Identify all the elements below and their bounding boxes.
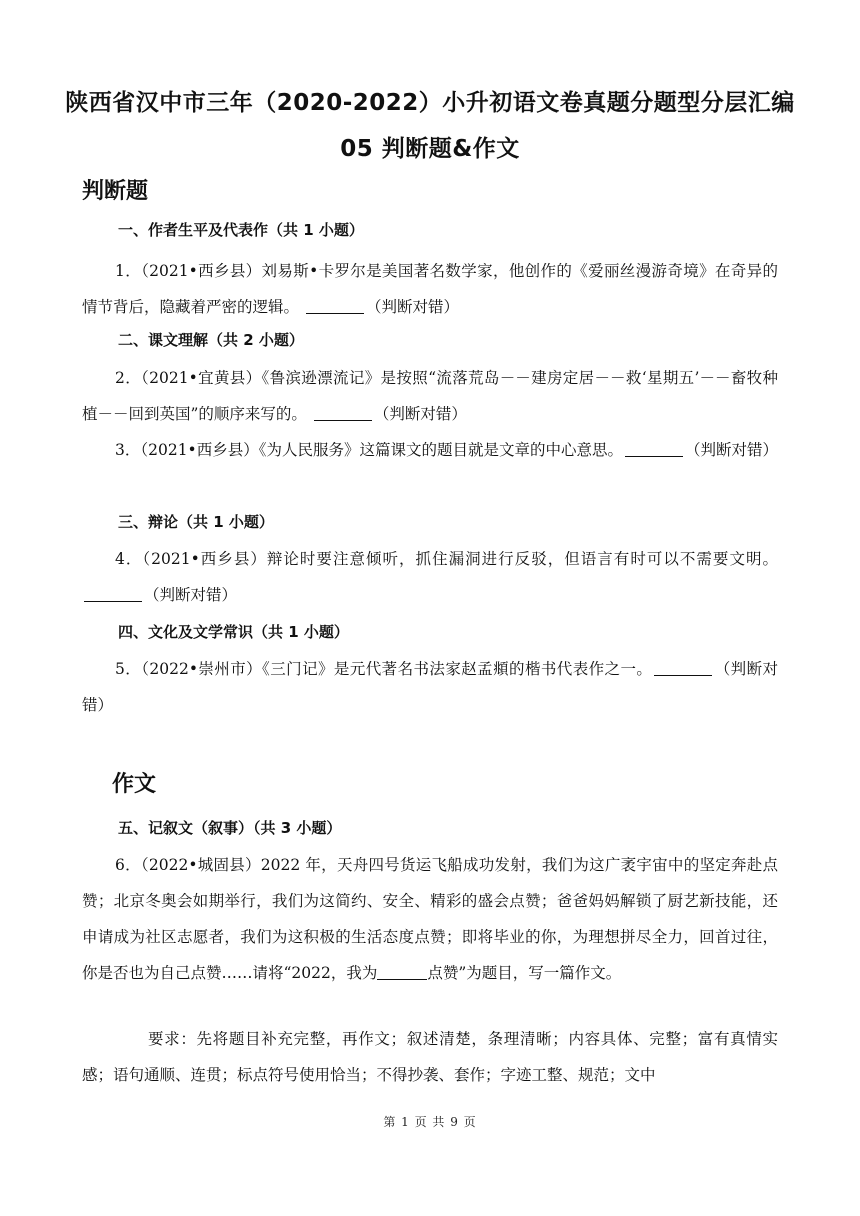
part-heading-composition: 作文 [112, 772, 157, 797]
answer-blank [314, 419, 372, 421]
answer-blank [625, 455, 683, 457]
document-title-line-2: 05 判断题&作文 [340, 136, 520, 162]
section-title-3: 三、辩论（共 1 小题） [118, 513, 274, 531]
question-5: 5．（2022•崇州市）《三门记》是元代著名书法家赵孟頫的楷书代表作之一。 （判断对错） [82, 660, 778, 714]
document-title-line-1: 陕西省汉中市三年（2020-2022）小升初语文卷真题分题型分层汇编 [65, 90, 795, 116]
answer-blank [306, 312, 364, 314]
section-title-4: 四、文化及文学常识（共 1 小题） [118, 623, 349, 641]
title-blank [377, 978, 427, 980]
section-title-5: 五、记叙文（叙事）（共 3 小题） [118, 819, 342, 837]
answer-blank [84, 600, 142, 602]
question-6: 6．（2022•城固县）2022 年，天舟四号货运飞船成功发射，我们为这广袤宇宙中的坚定奔赴点赞；北京冬奥会如期举行，我们为这简约、安全、精彩的盛会点赞；爸爸妈妈解锁了厨艺新技能，还申请成为社区志愿者，我们为这积极的生活态度点赞；即将毕业的你，为理想拼尽全力，回首过往，你是否也为自己点赞……请将“2022，我为 点赞”为题目，写一篇作文。 [82, 856, 778, 982]
question-2: 2．（2021•宜黄县）《鲁滨逊漂流记》是按照“流落荒岛－－建房定居－－救‘星期五’－－畜牧种植－－回到英国”的顺序来写的。 （判断对错） [82, 369, 778, 423]
section-title-1: 一、作者生平及代表作（共 1 小题） [118, 221, 364, 239]
answer-blank [654, 674, 712, 676]
section-title-2: 二、课文理解（共 2 小题） [118, 331, 304, 349]
question-4: 4．（2021•西乡县）辩论时要注意倾听，抓住漏洞进行反驳，但语言有时可以不需要文明。 （判断对错） [82, 541, 778, 613]
question-1: 1．（2021•西乡县）刘易斯•卡罗尔是美国著名数学家，他创作的《爱丽丝漫游奇境》在奇异的情节背后，隐藏着严密的逻辑。 （判断对错） [82, 262, 778, 316]
page-footer: 第 1 页 共 9 页 [383, 1115, 477, 1129]
question-3: 3．（2021•西乡县）《为人民服务》这篇课文的题目就是文章的中心意思。 （判断对错） [115, 441, 778, 459]
part-heading-judgment: 判断题 [82, 179, 149, 204]
composition-requirements: 要求：先将题目补充完整，再作文；叙述清楚，条理清晰；内容具体、完整；富有真情实感；语句通顺、连贯；标点符号使用恰当；不得抄袭、套作；字迹工整、规范；文中 [82, 1030, 778, 1084]
